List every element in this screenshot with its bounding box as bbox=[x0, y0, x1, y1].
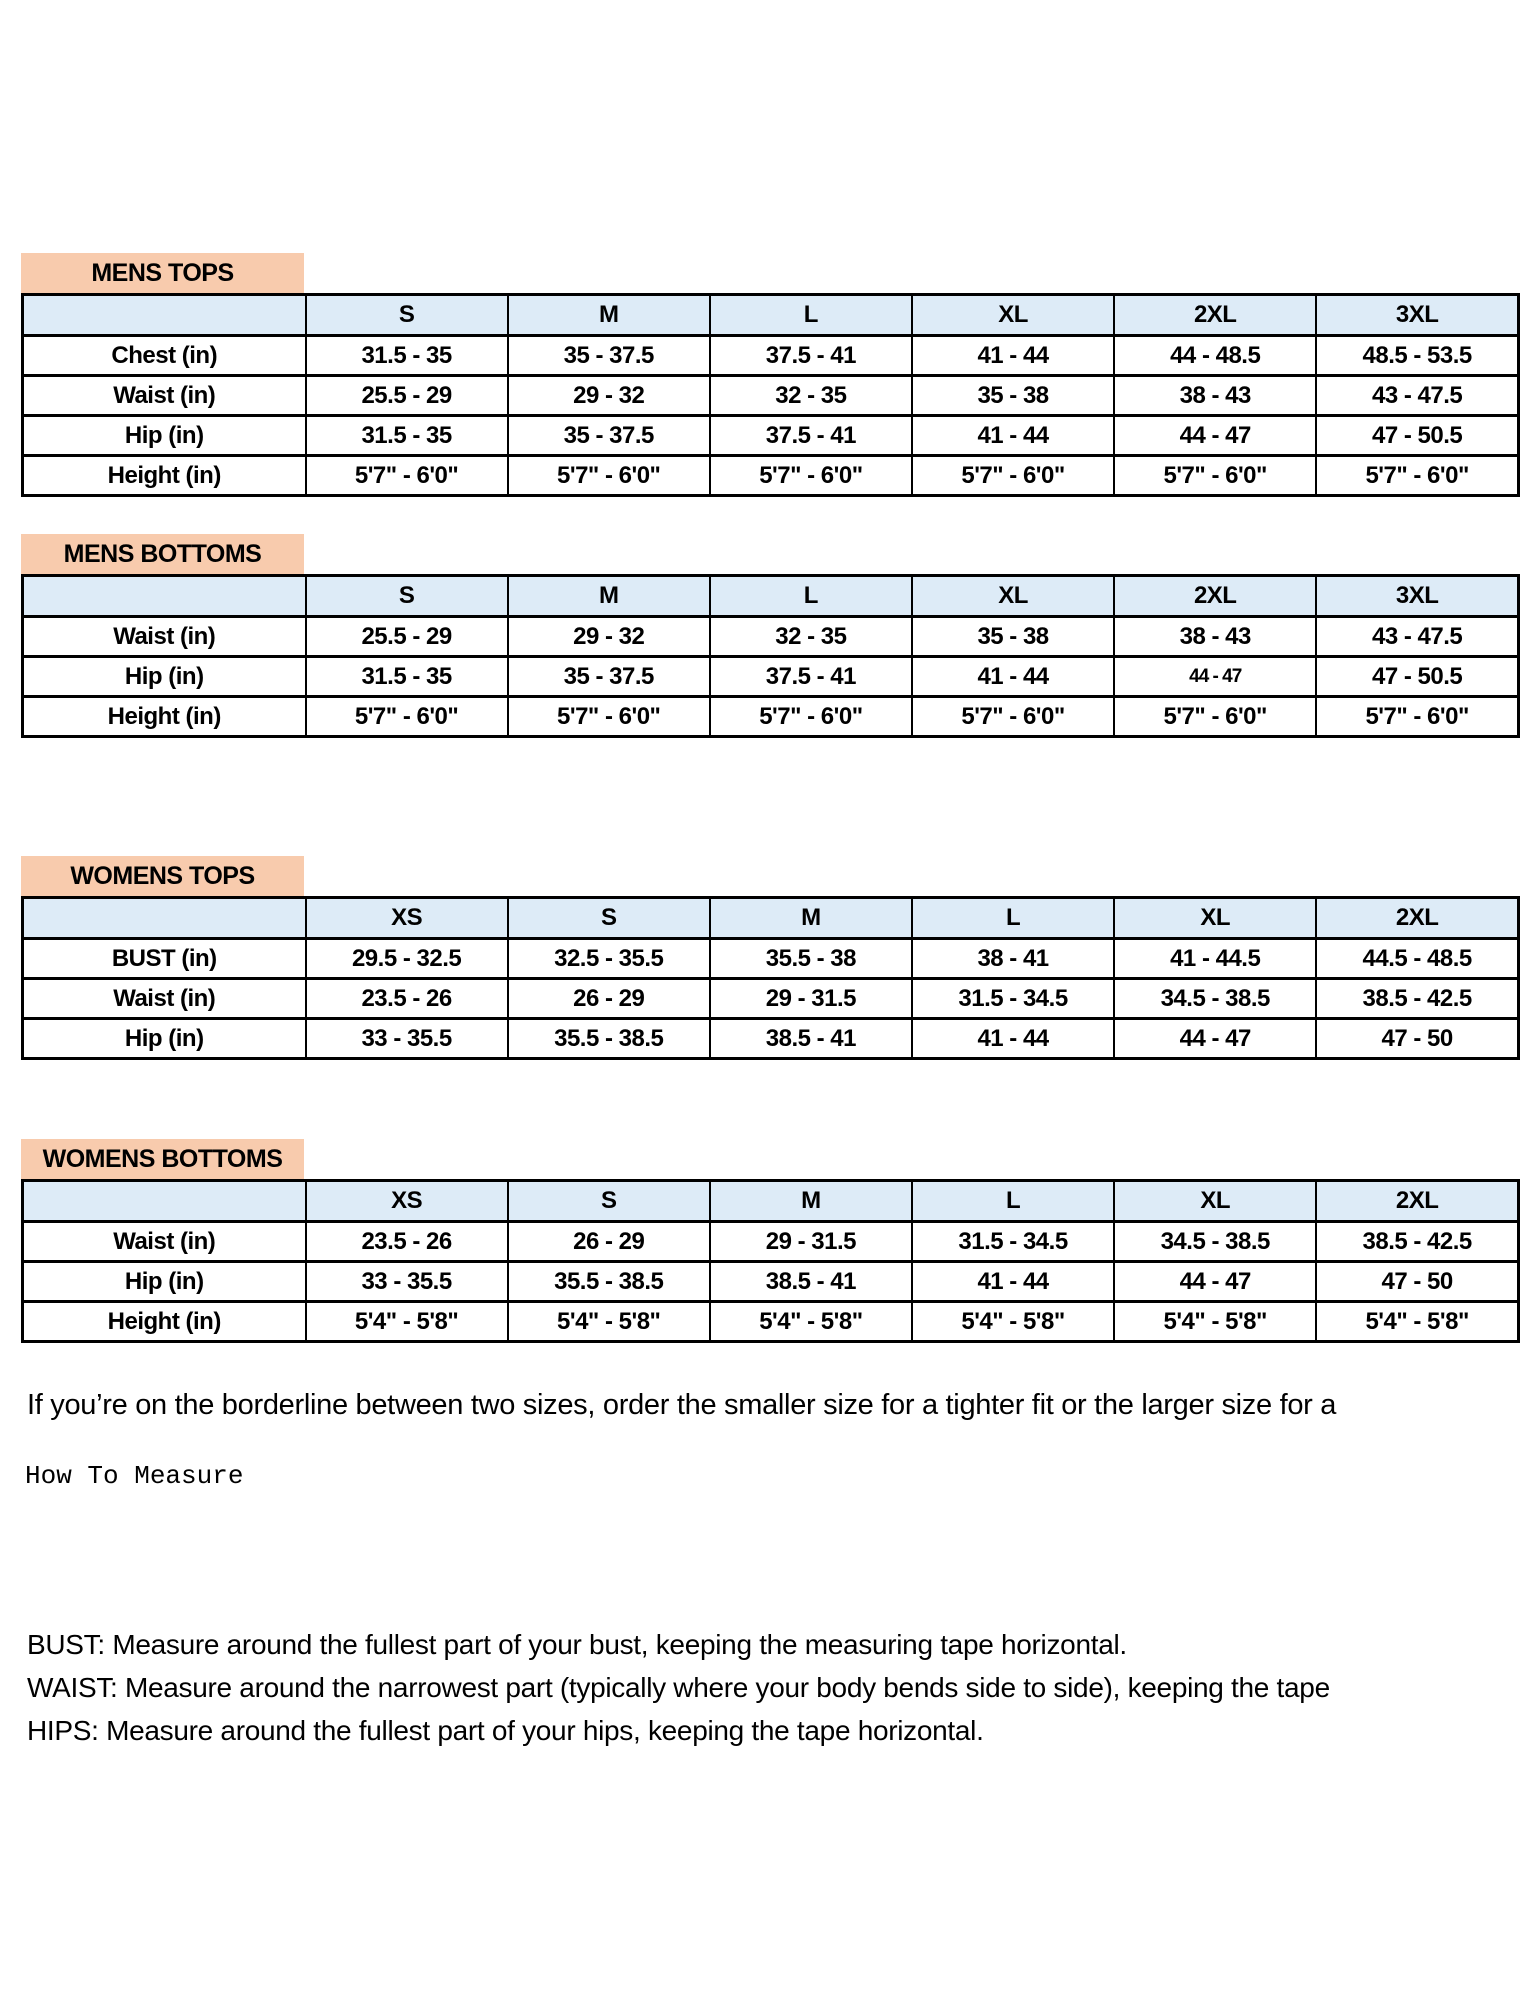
value-cell: 5'7" - 6'0" bbox=[508, 697, 710, 737]
value-cell: 44 - 48.5 bbox=[1114, 336, 1316, 376]
value-cell: 41 - 44 bbox=[912, 1262, 1114, 1302]
row-label-hip-in-: Hip (in) bbox=[23, 1019, 306, 1059]
value-cell: 37.5 - 41 bbox=[710, 416, 912, 456]
size-header-m: M bbox=[508, 576, 710, 617]
value-cell: 38 - 41 bbox=[912, 939, 1114, 979]
section-womens-tops bbox=[21, 856, 1530, 1060]
row-label-chest-in-: Chest (in) bbox=[23, 336, 306, 376]
value-cell: 35.5 - 38 bbox=[710, 939, 912, 979]
value-cell: 29.5 - 32.5 bbox=[306, 939, 508, 979]
value-cell: 44 - 47 bbox=[1114, 1019, 1316, 1059]
size-header-3xl: 3XL bbox=[1316, 295, 1518, 336]
value-cell: 44 - 47 bbox=[1114, 416, 1316, 456]
value-cell: 35 - 37.5 bbox=[508, 657, 710, 697]
value-cell: 5'7" - 6'0" bbox=[306, 697, 508, 737]
size-header-3xl: 3XL bbox=[1316, 576, 1518, 617]
value-cell: 43 - 47.5 bbox=[1316, 376, 1518, 416]
value-cell: 25.5 - 29 bbox=[306, 617, 508, 657]
size-table-womens-bottoms bbox=[21, 1179, 1520, 1343]
how-to-measure-heading: How To Measure bbox=[25, 1461, 244, 1491]
corner-cell bbox=[23, 295, 306, 336]
table-label-womens-bottoms: WOMENS BOTTOMS bbox=[21, 1139, 304, 1179]
size-header-2xl: 2XL bbox=[1316, 898, 1518, 939]
value-cell: 5'7" - 6'0" bbox=[508, 456, 710, 496]
value-cell: 41 - 44 bbox=[912, 416, 1114, 456]
value-cell: 38.5 - 41 bbox=[710, 1262, 912, 1302]
corner-cell bbox=[23, 576, 306, 617]
size-header-xl: XL bbox=[1114, 898, 1316, 939]
size-table-womens-tops bbox=[21, 896, 1520, 1060]
value-cell: 47 - 50 bbox=[1316, 1019, 1518, 1059]
value-cell: 47 - 50 bbox=[1316, 1262, 1518, 1302]
value-cell: 41 - 44 bbox=[912, 1019, 1114, 1059]
value-cell: 47 - 50.5 bbox=[1316, 657, 1518, 697]
value-cell: 41 - 44 bbox=[912, 336, 1114, 376]
size-header-s: S bbox=[508, 898, 710, 939]
size-header-m: M bbox=[710, 1181, 912, 1222]
borderline-fit-note: If you’re on the borderline between two sizes, order the smaller size for a tighter fit or the larger size for a bbox=[27, 1389, 1337, 1421]
value-cell: 31.5 - 35 bbox=[306, 657, 508, 697]
value-cell: 35.5 - 38.5 bbox=[508, 1019, 710, 1059]
value-cell: 38 - 43 bbox=[1114, 617, 1316, 657]
value-cell: 5'7" - 6'0" bbox=[1316, 697, 1518, 737]
value-cell: 44 - 47 bbox=[1114, 657, 1316, 697]
value-cell: 29 - 31.5 bbox=[710, 1222, 912, 1262]
section-mens-tops bbox=[21, 253, 1530, 497]
value-cell: 33 - 35.5 bbox=[306, 1019, 508, 1059]
row-label-waist-in-: Waist (in) bbox=[23, 376, 306, 416]
value-cell: 32 - 35 bbox=[710, 376, 912, 416]
value-cell: 31.5 - 35 bbox=[306, 336, 508, 376]
size-header-xs: XS bbox=[306, 898, 508, 939]
row-label-waist-in-: Waist (in) bbox=[23, 1222, 306, 1262]
size-header-l: L bbox=[912, 1181, 1114, 1222]
size-header-m: M bbox=[508, 295, 710, 336]
row-label-height-in-: Height (in) bbox=[23, 456, 306, 496]
value-cell: 31.5 - 34.5 bbox=[912, 979, 1114, 1019]
value-cell: 5'4" - 5'8" bbox=[508, 1302, 710, 1342]
value-cell: 5'7" - 6'0" bbox=[1114, 456, 1316, 496]
value-cell: 38.5 - 42.5 bbox=[1316, 1222, 1518, 1262]
size-header-s: S bbox=[508, 1181, 710, 1222]
corner-cell bbox=[23, 1181, 306, 1222]
value-cell: 29 - 32 bbox=[508, 376, 710, 416]
value-cell: 38 - 43 bbox=[1114, 376, 1316, 416]
value-cell: 5'4" - 5'8" bbox=[1316, 1302, 1518, 1342]
value-cell: 41 - 44.5 bbox=[1114, 939, 1316, 979]
size-table-mens-tops bbox=[21, 293, 1520, 497]
value-cell: 35 - 38 bbox=[912, 617, 1114, 657]
value-cell: 5'7" - 6'0" bbox=[912, 456, 1114, 496]
size-header-s: S bbox=[306, 295, 508, 336]
value-cell: 5'4" - 5'8" bbox=[912, 1302, 1114, 1342]
value-cell: 38.5 - 42.5 bbox=[1316, 979, 1518, 1019]
value-cell: 37.5 - 41 bbox=[710, 657, 912, 697]
row-label-waist-in-: Waist (in) bbox=[23, 617, 306, 657]
value-cell: 29 - 31.5 bbox=[710, 979, 912, 1019]
waist-instruction: WAIST: Measure around the narrowest part (typically where your body bends side to side), keeping the tape bbox=[27, 1672, 1330, 1703]
value-cell: 34.5 - 38.5 bbox=[1114, 1222, 1316, 1262]
table-label-mens-tops: MENS TOPS bbox=[21, 253, 304, 293]
size-header-l: L bbox=[912, 898, 1114, 939]
size-header-m: M bbox=[710, 898, 912, 939]
row-label-hip-in-: Hip (in) bbox=[23, 416, 306, 456]
value-cell: 31.5 - 35 bbox=[306, 416, 508, 456]
table-label-womens-tops: WOMENS TOPS bbox=[21, 856, 304, 896]
value-cell: 44.5 - 48.5 bbox=[1316, 939, 1518, 979]
value-cell: 26 - 29 bbox=[508, 979, 710, 1019]
bust-instruction: BUST: Measure around the fullest part of your bust, keeping the measuring tape horizontal. bbox=[27, 1629, 1127, 1660]
size-header-xs: XS bbox=[306, 1181, 508, 1222]
value-cell: 23.5 - 26 bbox=[306, 1222, 508, 1262]
value-cell: 48.5 - 53.5 bbox=[1316, 336, 1518, 376]
size-header-l: L bbox=[710, 576, 912, 617]
measure-instructions bbox=[27, 1623, 1530, 1752]
value-cell: 31.5 - 34.5 bbox=[912, 1222, 1114, 1262]
size-header-2xl: 2XL bbox=[1114, 295, 1316, 336]
corner-cell bbox=[23, 898, 306, 939]
value-cell: 43 - 47.5 bbox=[1316, 617, 1518, 657]
row-label-waist-in-: Waist (in) bbox=[23, 979, 306, 1019]
size-header-xl: XL bbox=[912, 295, 1114, 336]
size-header-xl: XL bbox=[1114, 1181, 1316, 1222]
value-cell: 33 - 35.5 bbox=[306, 1262, 508, 1302]
value-cell: 41 - 44 bbox=[912, 657, 1114, 697]
hips-instruction: HIPS: Measure around the fullest part of your hips, keeping the tape horizontal. bbox=[27, 1715, 984, 1746]
size-table-mens-bottoms bbox=[21, 574, 1520, 738]
value-cell: 29 - 32 bbox=[508, 617, 710, 657]
section-womens-bottoms bbox=[21, 1139, 1530, 1343]
value-cell: 5'4" - 5'8" bbox=[1114, 1302, 1316, 1342]
value-cell: 34.5 - 38.5 bbox=[1114, 979, 1316, 1019]
size-header-2xl: 2XL bbox=[1316, 1181, 1518, 1222]
value-cell: 32 - 35 bbox=[710, 617, 912, 657]
value-cell: 35 - 37.5 bbox=[508, 336, 710, 376]
row-label-height-in-: Height (in) bbox=[23, 697, 306, 737]
value-cell: 5'7" - 6'0" bbox=[710, 697, 912, 737]
row-label-hip-in-: Hip (in) bbox=[23, 1262, 306, 1302]
value-cell: 5'4" - 5'8" bbox=[710, 1302, 912, 1342]
value-cell: 35 - 38 bbox=[912, 376, 1114, 416]
value-cell: 5'7" - 6'0" bbox=[1114, 697, 1316, 737]
row-label-height-in-: Height (in) bbox=[23, 1302, 306, 1342]
row-label-bust-in-: BUST (in) bbox=[23, 939, 306, 979]
section-mens-bottoms bbox=[21, 534, 1530, 738]
value-cell: 5'7" - 6'0" bbox=[912, 697, 1114, 737]
value-cell: 35 - 37.5 bbox=[508, 416, 710, 456]
value-cell: 26 - 29 bbox=[508, 1222, 710, 1262]
table-label-mens-bottoms: MENS BOTTOMS bbox=[21, 534, 304, 574]
value-cell: 38.5 - 41 bbox=[710, 1019, 912, 1059]
value-cell: 44 - 47 bbox=[1114, 1262, 1316, 1302]
value-cell: 35.5 - 38.5 bbox=[508, 1262, 710, 1302]
value-cell: 32.5 - 35.5 bbox=[508, 939, 710, 979]
value-cell: 5'4" - 5'8" bbox=[306, 1302, 508, 1342]
value-cell: 5'7" - 6'0" bbox=[710, 456, 912, 496]
size-header-l: L bbox=[710, 295, 912, 336]
row-label-hip-in-: Hip (in) bbox=[23, 657, 306, 697]
value-cell: 47 - 50.5 bbox=[1316, 416, 1518, 456]
size-header-s: S bbox=[306, 576, 508, 617]
value-cell: 25.5 - 29 bbox=[306, 376, 508, 416]
value-cell: 37.5 - 41 bbox=[710, 336, 912, 376]
size-header-2xl: 2XL bbox=[1114, 576, 1316, 617]
value-cell: 23.5 - 26 bbox=[306, 979, 508, 1019]
value-cell: 5'7" - 6'0" bbox=[306, 456, 508, 496]
value-cell: 5'7" - 6'0" bbox=[1316, 456, 1518, 496]
size-header-xl: XL bbox=[912, 576, 1114, 617]
